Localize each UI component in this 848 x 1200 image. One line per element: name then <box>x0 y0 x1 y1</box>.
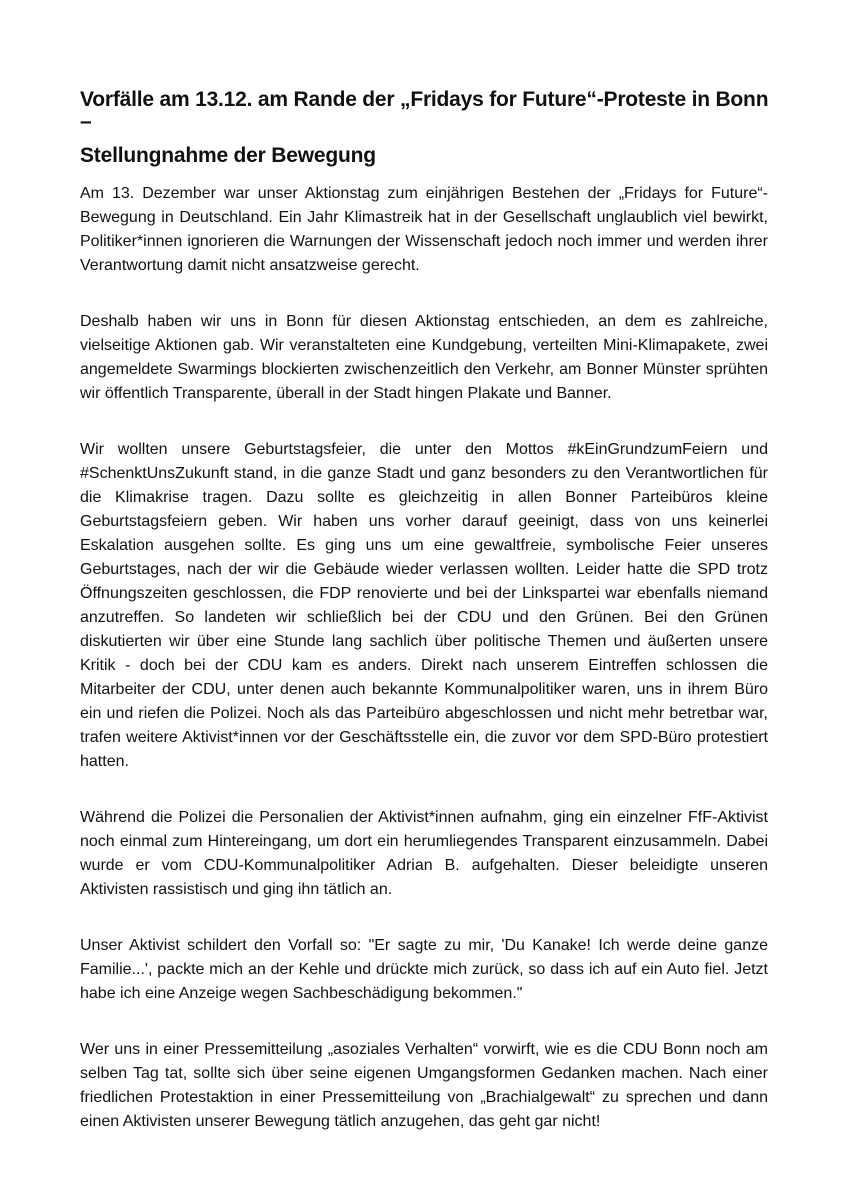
document-title: Vorfälle am 13.12. am Rande der „Fridays for Future“-Proteste in Bonn <box>80 88 769 111</box>
paragraph-actions: Deshalb haben wir uns in Bonn für diesen Aktionstag entschieden, an dem es zahlreiche, vielseitige Aktionen gab. Wir veranstalteten eine Kundgebung, verteilten Mini-Klimapakete, zwei angemeldete Swarmings blockierten zwischenzeitlich den Verkehr, am Bonner Münster sprühten wir öffentlich Transparente, überall in der Stadt hingen Plakate und Banner. <box>80 313 768 402</box>
paragraph-conclusion: Wer uns in einer Pressemitteilung „asoziales Verhalten“ vorwirft, wie es die CDU Bonn noch am selben Tag tat, sollte sich über seine eigenen Umgangsformen Gedanken machen. Nach einer friedlichen Protestaktion in einer Pressemitteilung von „Brachialgewalt“ zu sprechen und dann einen Aktivisten unserer Bewegung tätlich anzugehen, das geht gar nicht! <box>80 1041 768 1130</box>
paragraph-intro: Am 13. Dezember war unser Aktionstag zum einjährigen Bestehen der „Fridays for Future“-Bewegung in Deutschland. Ein Jahr Klimastreik hat in der Gesellschaft unglaublich viel bewirkt, Politiker*innen ignorieren die Warnungen der Wissenschaft jedoch noch immer und werden ihrer Verantwortung damit nicht ansatzweise gerecht. <box>80 185 768 274</box>
title-dash: – <box>80 110 92 133</box>
paragraph-quote: Unser Aktivist schildert den Vorfall so: "Er sagte zu mir, 'Du Kanake! Ich werde deine ganze Familie...', packte mich an der Kehle und drückte mich zurück, so dass ich auf ein Auto fiel. Jetzt habe ich eine Anzeige wegen Sachbeschädigung bekommen." <box>80 937 768 1002</box>
paragraph-incident: Während die Polizei die Personalien der Aktivist*innen aufnahm, ging ein einzelner FfF-Aktivist noch einmal zum Hintereingang, um dort ein herumliegendes Transparent einzusammeln. Dabei wurde er vom CDU-Kommunalpolitiker Adrian B. aufgehalten. Dieser beleidigte unseren Aktivisten rassistisch und ging ihn tätlich an. <box>80 809 768 898</box>
paragraph-party-offices: Wir wollten unsere Geburtstagsfeier, die unter den Mottos #kEinGrundzumFeiern und #SchenktUnsZukunft stand, in die ganze Stadt und ganz besonders zu den Verantwortlichen für die Klimakrise tragen. Dazu sollte es gleichzeitig in allen Bonner Parteibüros kleine Geburtstagsfeiern geben. Wir haben uns vorher darauf geeinigt, dass von uns keinerlei Eskalation ausgehen sollte. Es ging uns um eine gewaltfreie, symbolische Feier unseres Geburtstages, nach der wir die Gebäude wieder verlassen wollten. Leider hatte die SPD trotz Öffnungszeiten geschlossen, die FDP renovierte und bei der Linkspartei war ebenfalls niemand anzutreffen. So landeten wir schließlich bei der CDU und den Grünen. Bei den Grünen diskutierten wir über eine Stunde lang sachlich über politische Themen und äußerten unsere Kritik - doch bei der CDU kam es anders. Direkt nach unserem Eintreffen schlossen die Mitarbeiter der CDU, unter denen auch bekannte Kommunalpolitiker waren, uns in ihrem Büro ein und riefen die Polizei. Noch als das Parteibüro abgeschlossen und nicht mehr betretbar war, trafen weitere Aktivist*innen vor der Geschäftsstelle ein, die zuvor vor dem SPD-Büro protestiert hatten. <box>80 441 768 770</box>
document-body <box>80 182 768 1166</box>
document-subtitle: Stellungnahme der Bewegung <box>80 144 376 167</box>
